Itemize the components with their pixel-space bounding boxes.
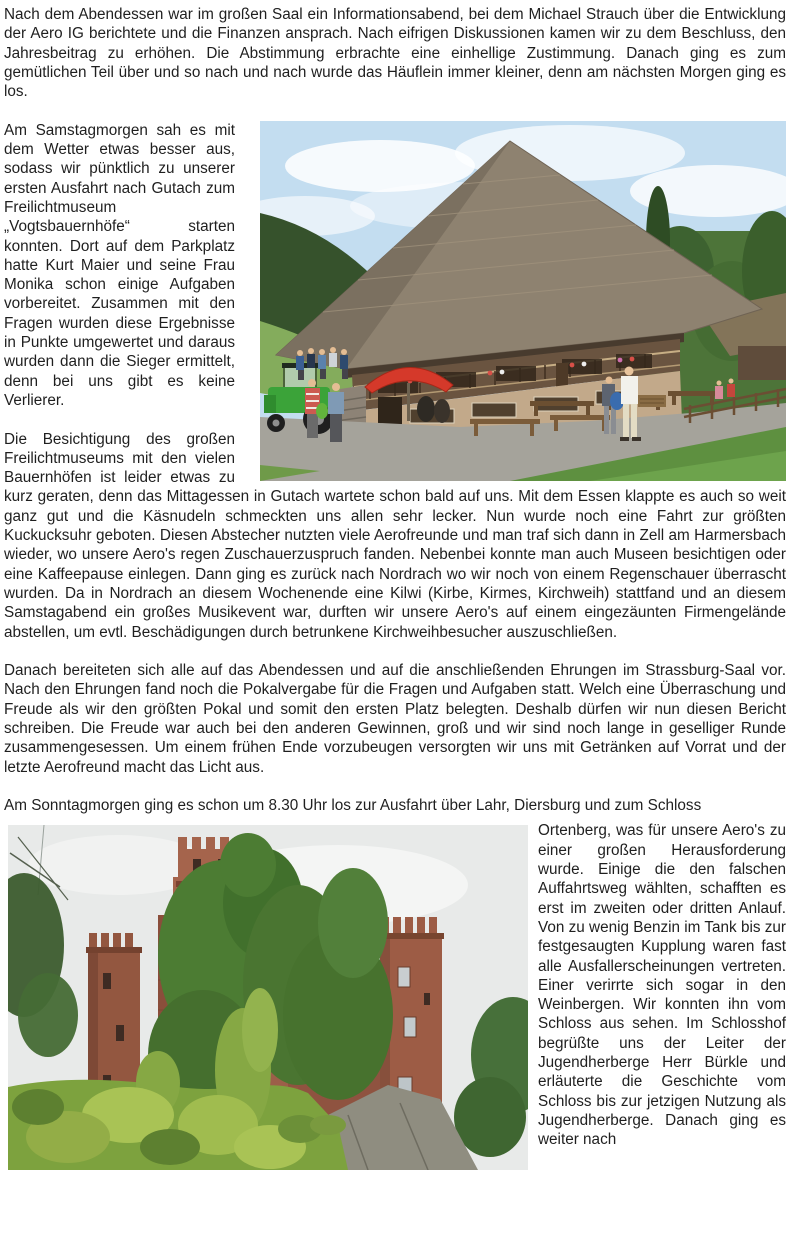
paragraph-saturday-morning: Am Samstagmorgen sah es mit dem Wetter etwas besser aus, sodass wir pünktlich zu unserer ersten Ausfahrt nach Gutach zum Freilichtmuseum „Vogtsbauernhöfe“ starten konnten. Dort auf dem Parkplatz hatte Kurt Maier und seine Frau Monika schon einige Aufgaben vorbereitet. Zusammen mit den Fragen wurden diese Ergebnisse in Punkte umgewertet und daraus wurden dann die Sieger ermittelt, denn bei uns gibt es keine Verlierer. — [4, 121, 235, 409]
section-saturday — [4, 121, 786, 642]
farmhouse-photo — [260, 121, 786, 481]
farmhouse-photo-illustration — [260, 121, 786, 481]
paragraph-museum-afternoon: Die Besichtigung des großen Freilichtmuseums mit den vielen Bauernhöfen ist leider etwas zu kurz geraten, denn das Mittagessen in Gutach wartete schon bald auf uns. Mit dem Essen klappte es auch so weit ganz gut und die Käsnudeln schmeckten uns allen sehr lecker. Nun wurde noch eine Fahrt zur größten Kuckucksuhr geboten. Diesen Abstecher nutzten viele Aerofreunde und man traf sich dann in Zell am Harmersbach wieder, wo unsere Aero's regen Zuschauerzuspruch fanden. Nebenbei konnte man auch Museen besichtigen oder eine Kaffeepause einlegen. Dann ging es zurück nach Nordrach wo wir noch von einem Regenschauer überrascht wurden. Da in Nordrach an diesem Wochenende eine Kilwi (Kirbe, Kirmes, Kirchweih) stattfand und an diesem Samstagabend ein großes Musikevent war, durften wir unsere Aero's auf einem eingezäunten Firmengelände abstellen, um evtl. Beschädigungen durch betrunkene Kirchweihbesucher auszuschließen. — [4, 430, 786, 641]
castle-photo-illustration — [8, 825, 528, 1170]
paragraph-awards-evening: Danach bereiteten sich alle auf das Abendessen und auf die anschließenden Ehrungen im Strassburg-Saal vor. Nach den Ehrungen fand noch die Pokalvergabe für die Fragen und Aufgaben statt. Welch eine Überraschung und Freude als wir den größten Pokal und somit den ersten Platz belegten. Deshalb dürfen wir nun diesen Bericht schreiben. Die Freude war auch bei den anderen Gewinnen, groß und wir sind noch lange in geselliger Runde zusammengesessen. Um einem frühen Ende vorzubeugen versorgten wir uns mit Getränken auf Vorrat und der letzte Aerofreund macht das Licht aus. — [4, 662, 786, 776]
paragraph-sunday-intro: Am Sonntagmorgen ging es schon um 8.30 Uhr los zur Ausfahrt über Lahr, Diersburg und zum Schloss — [4, 797, 702, 815]
castle-photo — [8, 825, 528, 1170]
paragraph-evening-meeting: Nach dem Abendessen war im großen Saal ein Informationsabend, bei dem Michael Strauch über die Entwicklung der Aero IG berichtete und die Finanzen ansprach. Nach eifrigen Diskussionen kamen wir zu dem Beschluss, den Jahresbeitrag zu erhöhen. Die Abstimmung erbrachte eine einhellige Zustimmung. Danach ging es zum gemütlichen Teil über und so nach und nach wurde das Häuflein immer kleiner, denn am nächsten Morgen ging es los. — [4, 6, 786, 101]
paragraph-sunday-castle: Ortenberg, was für unsere Aero's zu einer großen Herausforderung wurde. Einige die den falschen Auffahrtsweg wählten, schafften es erst im zweiten oder dritten Anlauf. Von zu wenig Benzin im Tank bis zur festgesaugten Kupplung waren fast alle Ausfallerscheinungen vertreten. Einer verirrte sich sogar in den Weinbergen. Wir konnten ihn vom Schloss aus sehen. Im Schlosshof begrüßte uns der Leiter der Jugendherberge Herr Bürkle und erläuterte die Geschichte vom Schloss bis zur jetzigen Nutzung als Jugendherberge. Danach ging es weiter nach — [538, 822, 786, 1149]
section-sunday — [4, 796, 786, 1176]
